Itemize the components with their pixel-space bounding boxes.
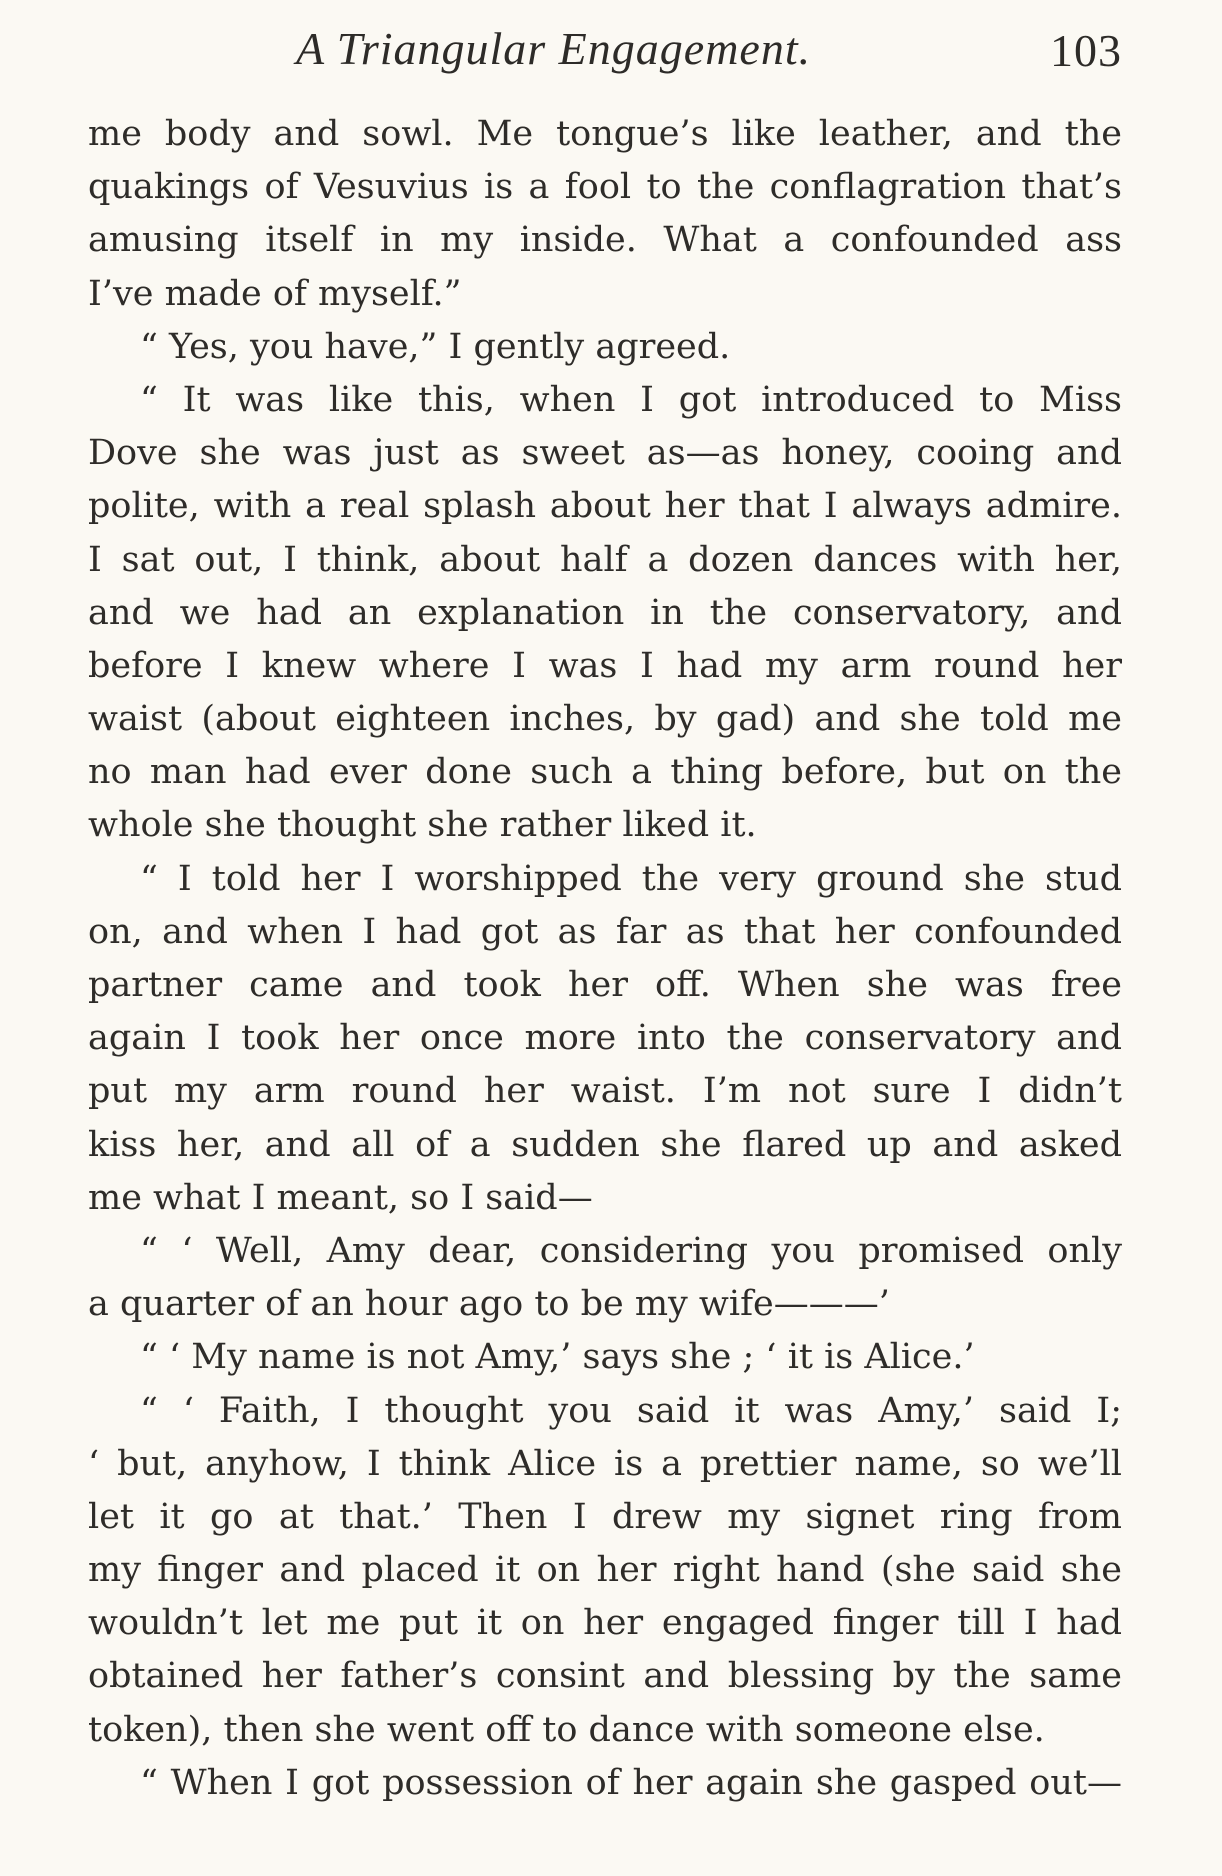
text-line: and we had an explanation in the conservatory, and	[88, 592, 1122, 633]
text-line: “ I told her I worshipped the very ground she stud	[140, 858, 1122, 899]
text-line: polite, with a real splash about her that I always admire.	[88, 486, 1122, 527]
text-line: on, and when I had got as far as that her confounded	[88, 911, 1122, 952]
text-line: me body and sowl. Me tongue’s like leather, and the	[88, 114, 1122, 154]
text-line: partner came and took her off. When she was free	[88, 965, 1122, 1005]
text-line: I sat out, I think, about half a dozen dances with her,	[88, 539, 1122, 580]
text-line: “ Yes, you have,” I gently agreed.	[140, 326, 731, 367]
running-head	[88, 22, 1122, 82]
text-line: again I took her once more into the conservatory and	[88, 1018, 1122, 1059]
text-line: I’ve made of myself.”	[88, 273, 462, 314]
text-line: kiss her, and all of a sudden she flared up and asked	[88, 1124, 1122, 1165]
text-line: wouldn’t let me put it on her engaged finger till I had	[88, 1603, 1122, 1644]
text-line: “ ‘ My name is not Amy,’ says she ; ‘ it is Alice.’	[140, 1337, 975, 1378]
text-line: ‘ but, anyhow, I think Alice is a prettier name, so we’ll	[88, 1443, 1122, 1484]
text-line: me what I meant, so I said—	[88, 1177, 593, 1218]
text-line: whole she thought she rather liked it.	[88, 805, 757, 846]
page-number: 103	[1050, 25, 1122, 76]
text-line: “ ‘ Well, Amy dear, considering you promised only	[140, 1230, 1122, 1271]
text-line: waist (about eighteen inches, by gad) and she told me	[88, 699, 1122, 740]
text-line: no man had ever done such a thing before, but on the	[88, 752, 1122, 793]
text-line: before I knew where I was I had my arm round her	[88, 645, 1122, 686]
body-text	[88, 108, 1122, 1810]
text-line: “ ‘ Faith, I thought you said it was Amy,’ said I;	[140, 1390, 1122, 1431]
text-line: quakings of Vesuvius is a fool to the conflagration that’s	[88, 167, 1122, 208]
text-line: “ When I got possession of her again she gasped out—	[140, 1762, 1122, 1803]
text-line: obtained her father’s consint and blessing by the same	[88, 1656, 1122, 1697]
text-line: let it go at that.’ Then I drew my signet ring from	[88, 1496, 1122, 1537]
text-line: a quarter of an hour ago to be my wife———’	[88, 1284, 890, 1325]
running-title: A Triangular Engagement.	[296, 23, 812, 74]
text-line: “ It was like this, when I got introduced to Miss	[140, 379, 1122, 420]
text-line: amusing itself in my inside. What a confounded ass	[88, 220, 1122, 261]
text-line: token), then she went off to dance with someone else.	[88, 1709, 1045, 1750]
text-line: my finger and placed it on her right hand (she said she	[88, 1550, 1122, 1591]
text-line: Dove she was just as sweet as—as honey, cooing and	[88, 433, 1122, 474]
text-line: put my arm round her waist. I’m not sure I didn’t	[88, 1071, 1122, 1112]
